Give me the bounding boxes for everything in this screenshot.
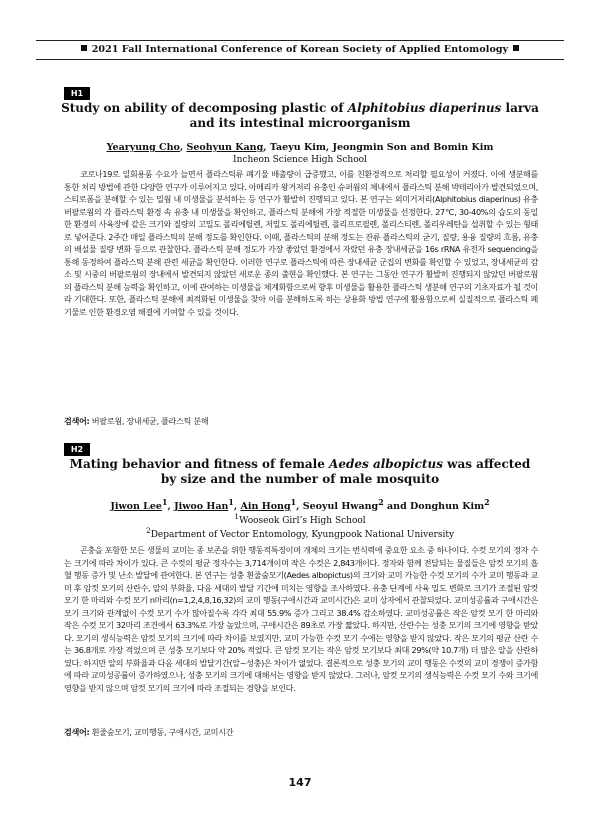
affiliation-h1: Incheon Science High School (233, 155, 367, 165)
abstract-title-h1 (60, 101, 540, 131)
author: Taeyu Kim (269, 142, 326, 153)
affil-sup: 1 (290, 498, 297, 507)
keywords-h1 (64, 415, 538, 428)
author: Donghun Kim (410, 501, 485, 513)
keywords-h2 (64, 726, 538, 739)
affil-sup: 1 (228, 498, 234, 507)
abstract-body-h1: 코로나19로 일회용품 수요가 늘면서 플라스틱류 폐기물 배출량이 급증했고, 이를 친환경적으로 처리할 필요성이 커졌다. 이에 생분해를 통한 처리 방법에 관한 다양한 연구가 이루어지고 있다. 아메리카 왕거저리 유충인 슈퍼웜의 체내에서 플라스틱 분해 박테리아가 발견되었으며, 스티로폼을 분해할 수 있는 밀웜 내 미생물을 분석하는 등 연구가 활발히 진행되고 있다. 본 연구는 외미거저리(Alphitobius diaperinus) 유충 버팔로웜의 각 플라스틱 환경 속 유충 내 미생물을 확인하고, 플라스틱 분해에 가장 적절한 미생물을 선정한다. 27℃, 30-40%의 습도의 동일한 환경의 사육장에 같은 크기와 질량의 고밀도 폴리에틸렌, 저밀도 폴리에틸렌, 폴리프로필렌, 폴리스티렌, 폴리우레탄을 섭취할 수 있는 형태로 넣어준다. 2주간 매일 플라스틱의 분해 정도를 확인한다. 이때, 플라스틱의 분해 정도는 잔류 플라스틱의 굳기, 질량, 용융 질량의 흐름, 유충의 배설물 질량 변화 등으로 관찰한다. 플라스틱 분해 정도가 가장 좋았던 환경에서 자랐던 유충 장내세균을 16s rRNA 유전자 sequencing을 통해 동정하여 플라스틱 분해 관련 세균을 확인한다. 이러한 연구로 플라스틱에 따른 장내세균 군집의 변화를 확인할 수 있었고, 장내세균의 감소 및 시중의 버팔로웜의 장내에서 발견되지 않았던 새로운 종의 출현을 확인했다. 본 연구는 그동안 연구가 활발히 진행되지 않았던 버팔로웜의 플라스틱 분해 능력을 확인하고, 이에 관여하는 미생물을 체계화함으로써 향후 미생물을 활용한 플라스틱 생분해 연구의 기초자료가 될 것이라 기대한다. 또한, 플라스틱 분해에 최적화된 미생물을 찾아 이를 분해하도록 하는 상용화 방법 연구에 활용함으로써 실질적으로 플라스틱 폐기물로 인한 환경오염 해결에 기여할 수 있을 것이다. (64, 169, 538, 317)
title-text: was affected by size and the number of male mosquito (160, 457, 531, 486)
authors-h1: Yearyung Cho, Seohyun Kang, Taeyu Kim, Jeongmin Son and Bomin Kim (106, 142, 494, 153)
author: Yearyung Cho (106, 142, 180, 153)
conference-title: 2021 Fall International Conference of Korean Society of Applied Entomology (91, 44, 509, 55)
author: Jiwon Lee (110, 501, 162, 513)
affil-sup: 2 (484, 498, 490, 507)
abstract-title-h2 (60, 457, 540, 487)
keywords-value: 흰줄숲모기, 교미행동, 구애시간, 교미시간 (91, 727, 234, 737)
affiliation-2-h2 (60, 525, 540, 541)
author: Seohyun Kang (186, 142, 264, 153)
conference-header (36, 40, 564, 60)
square-bullet-icon (513, 45, 519, 51)
title-text: Mating behavior and fitness of female (69, 457, 330, 471)
author: Seoyul Hwang (302, 501, 379, 513)
author: Ain Hong (240, 501, 291, 513)
affil-sup: 1 (161, 498, 168, 507)
author: Jeongmin Son and Bomin Kim (332, 142, 494, 153)
species-name: Alphitobius diaperinus (347, 101, 502, 115)
affiliation-text: Wooseok Girl’s High School (239, 516, 366, 526)
affil-sup: 2 (145, 526, 151, 535)
species-name: Aedes albopictus (329, 457, 443, 471)
title-text: Study on ability of decomposing plastic of (61, 101, 348, 115)
keywords-label: 검색어: (64, 727, 90, 737)
square-bullet-icon (81, 45, 87, 51)
affil-sup: 2 (378, 498, 384, 507)
author: Jiwoo Han (174, 501, 229, 513)
affiliation-text: Department of Vector Entomology, Kyungpook National University (150, 530, 455, 540)
affil-sup: 1 (234, 512, 240, 521)
page-number: 147 (288, 776, 312, 789)
section-tag-h1: H1 (64, 87, 90, 100)
authors-h2: Jiwon Lee$^1$, Jiwoo Han$^1$, Ain Hong$^1$, Seoyul Hwang$^2$ and Donghun Kim$^2$ (110, 498, 490, 513)
abstract-body-h2: 곤충을 포함한 모든 생물의 교미는 종 보존을 위한 행동적특징이며 개체의 크기는 번식력에 중요한 요소 중 하나이다. 수컷 모기의 정자 수는 크기에 따라 차이가 있다. 큰 수컷의 평균 정자수는 3,714개이며 작은 수컷은 2,843개이다. 정자와 함께 전달되는 물질들은 암컷 모기의 흡혈 행동 증가 및 난소 발달에 관여한다. 본 연구는 성충 흰줄숲모기(Aedes albopictus)의 크기와 교미 가능한 수컷 모기의 수가 교미 행동과 교미 후 암컷 모기의 산란수, 알의 부화율, 다음 세대의 발달 기간에 미치는 영향을 조사하였다. 유충 단계에 사육 밀도 변화로 크기가 조절된 암컷 모기 한 마리와 수컷 모기 n마리(n=1,2,4,8,16,32)의 교미 행동(구애시간과 교미시간)은 교미 상자에서 관찰되었다. 교미성공률과 구애시간은 모기 크기와 관계없이 수컷 모기 수가 많아질수록 각각 최대 55.9% 증가 그리고 38.4% 감소하였다. 교미성공률은 작은 암컷 모기 한 마리와 작은 수컷 모기 32마리 조건에서 63.3%로 가장 높았으며, 구애시간은 89초로 가장 짧았다. 하지만, 산란수는 성충 모기의 크기에 영향을 받았다. 모기의 생식능력은 암컷 모기의 크기에 따라 차이를 보였지만, 교미 가능한 수컷 모기 수에는 영향을 받지 않았다. 작은 모기의 평균 산란 수는 36.8개로 가장 적었으며 큰 성충 모기보다 약 20% 적었다. 큰 암컷 모기는 작은 암컷 모기보다 최대 29%(약 10.7개) 더 많은 알을 산란하였다. 하지만 알의 부화율과 다음 세대의 발달기간(알~성충)은 차이가 없었다. 결론적으로 성충 모기의 교미 행동은 수컷의 교미 경쟁이 증가함에 따라 교미성공률이 증가하였으나, 성충 모기의 크기에 대해서는 영향을 받지 않았다. 그러나, 암컷 모기의 생식능력은 수컷 모기 수와 크기에 영향을 받지 않으며 암컷 모기의 크기에 따라 조절되는 경향을 보인다. (64, 545, 538, 693)
keywords-value: 버팔로웜, 장내세균, 플라스틱 분해 (91, 416, 209, 426)
section-tag-h2: H2 (64, 443, 90, 456)
keywords-label: 검색어: (64, 416, 90, 426)
title-text: larva and its intestinal microorganism (189, 101, 539, 130)
